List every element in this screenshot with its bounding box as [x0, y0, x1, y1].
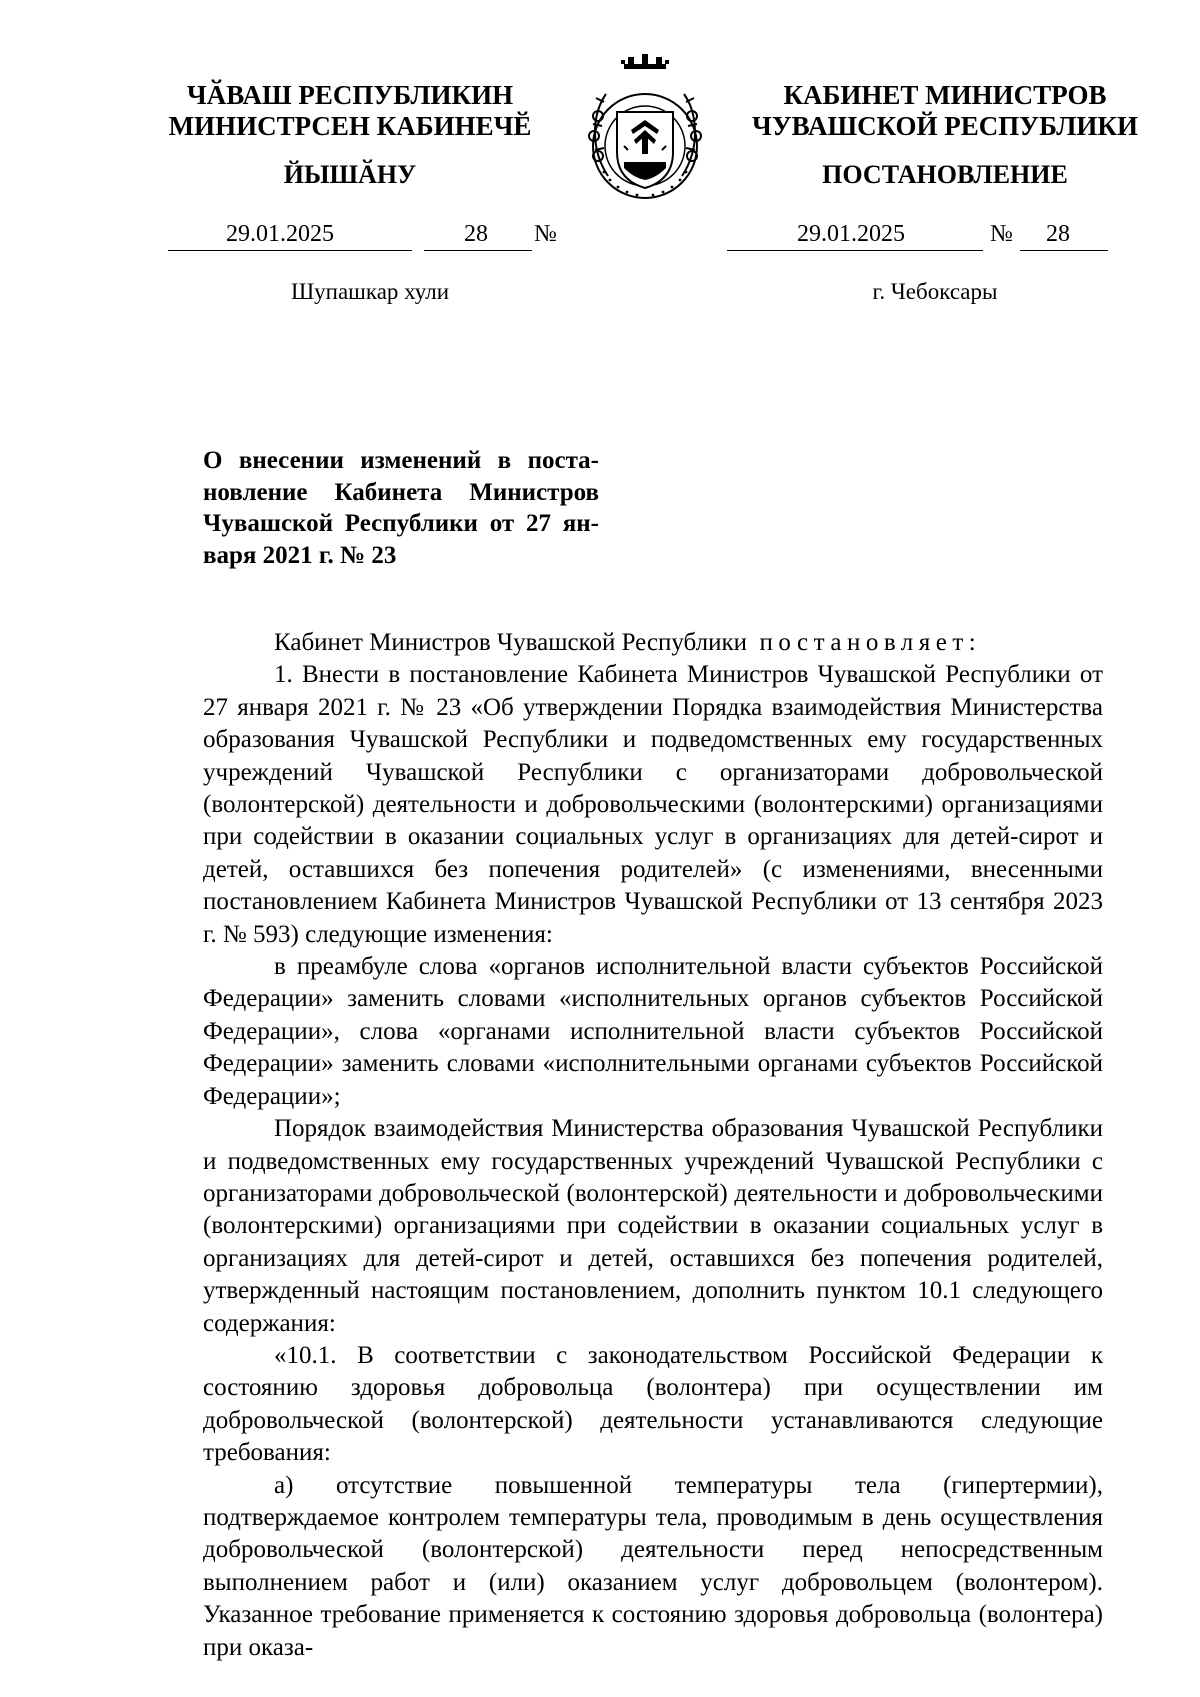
body-paragraph: 1. Внести в постановление Кабинета Министров Чувашской Республики от 27 января 2021 г. № 23 «Об утверждении Порядка взаимодействия Министерства образования Чувашской Республики и подведомственных ему государственных учреждений Чувашской Республики с организаторами добровольческой (волонтерской) деятельности и добровольческими (волонтерскими) организациями при содействии в оказании социальных услуг в организациях для детей-сирот и детей, оставшихся без попечения родителей» (с изменениями, внесенными постановлением Кабинета Министров Чувашской Республики от 13 сентября 2023 г. № 593) следующие изменения: [203, 661, 1103, 948]
right-date: 29.01.2025 [797, 221, 905, 247]
title-line: варя 2021 г. № 23 [203, 541, 397, 569]
doc-type-chuvash: ЙЫШӐНУ [283, 160, 417, 189]
intro-text: Кабинет Министров Чувашской Республики [274, 629, 748, 656]
body-paragraph: в преамбуле слова «органов исполнительной власти субъектов Российской Федерации» заменить словами «исполнительных органов субъектов Российской Федерации», слова «органами исполнительной власти субъектов Российской Федерации» заменить словами «исполнительными органами субъектов Российской Федерации»; [203, 953, 1103, 1110]
document-body [203, 627, 1103, 1664]
header-right-line1: КАБИНЕТ МИНИСТРОВ [783, 80, 1107, 110]
right-number-sign: № [990, 221, 1013, 247]
left-number: 28 [464, 221, 488, 247]
header-left-line2: МИНИСТРСЕН КАБИНЕЧӖ [168, 111, 532, 141]
title-line: новление Кабинета Министров [203, 478, 599, 506]
left-date-underline [168, 250, 412, 251]
title-line: Чувашской Республики от 27 ян- [203, 510, 599, 537]
left-date: 29.01.2025 [226, 221, 334, 247]
place-russian: г. Чебоксары [872, 279, 998, 304]
chuvash-emblem-icon [574, 54, 716, 212]
body-paragraph: а) отсутствие повышенной температуры тела (гипертермии), подтверждаемое контролем температуры тела, проводимым в день осуществления добровольческой (волонтерской) деятельности перед непосредственным выполнением работ и (или) оказанием услуг добровольцем (волонтером). Указанное требование применяется к состоянию здоровья добровольца (волонтера) при оказа- [203, 1471, 1103, 1661]
body-paragraph: Порядок взаимодействия Министерства образования Чувашской Республики и подведомственных ему государственных учреждений Чувашской Республики с организаторами добровольческой (волонтерской) деятельности и добровольческими (волонтерскими) организациями при содействии в оказании социальных услуг в организациях для детей-сирот и детей, оставшихся без попечения родителей, утвержденный настоящим постановлением, дополнить пунктом 10.1 следующего содержания: [203, 1115, 1103, 1337]
header-right-line2: ЧУВАШСКОЙ РЕСПУБЛИКИ [752, 111, 1138, 141]
body-paragraph-intro [203, 627, 1103, 659]
right-number-underline [1020, 250, 1108, 251]
left-number-underline [424, 250, 532, 251]
title-line: О внесении изменений в поста- [203, 447, 599, 474]
intro-resolves: постановляет: [759, 629, 982, 656]
place-chuvash: Шупашкар хули [290, 279, 450, 304]
right-number: 28 [1046, 221, 1070, 247]
header-right-russian [730, 80, 1160, 142]
header-left-line1: ЧӐВАШ РЕСПУБЛИКИН [186, 80, 514, 110]
body-paragraph: «10.1. В соответствии с законодательством Российской Федерации к состоянию здоровья добровольца (волонтера) при осуществлении им добровольческой (волонтерской) деятельности устанавливаются следующие требования: [203, 1341, 1103, 1467]
document-title [203, 445, 599, 571]
right-date-underline [727, 250, 983, 251]
doc-type-russian: ПОСТАНОВЛЕНИЕ [822, 160, 1068, 189]
left-number-sign: № [534, 221, 557, 247]
header-left-chuvash [130, 80, 570, 142]
